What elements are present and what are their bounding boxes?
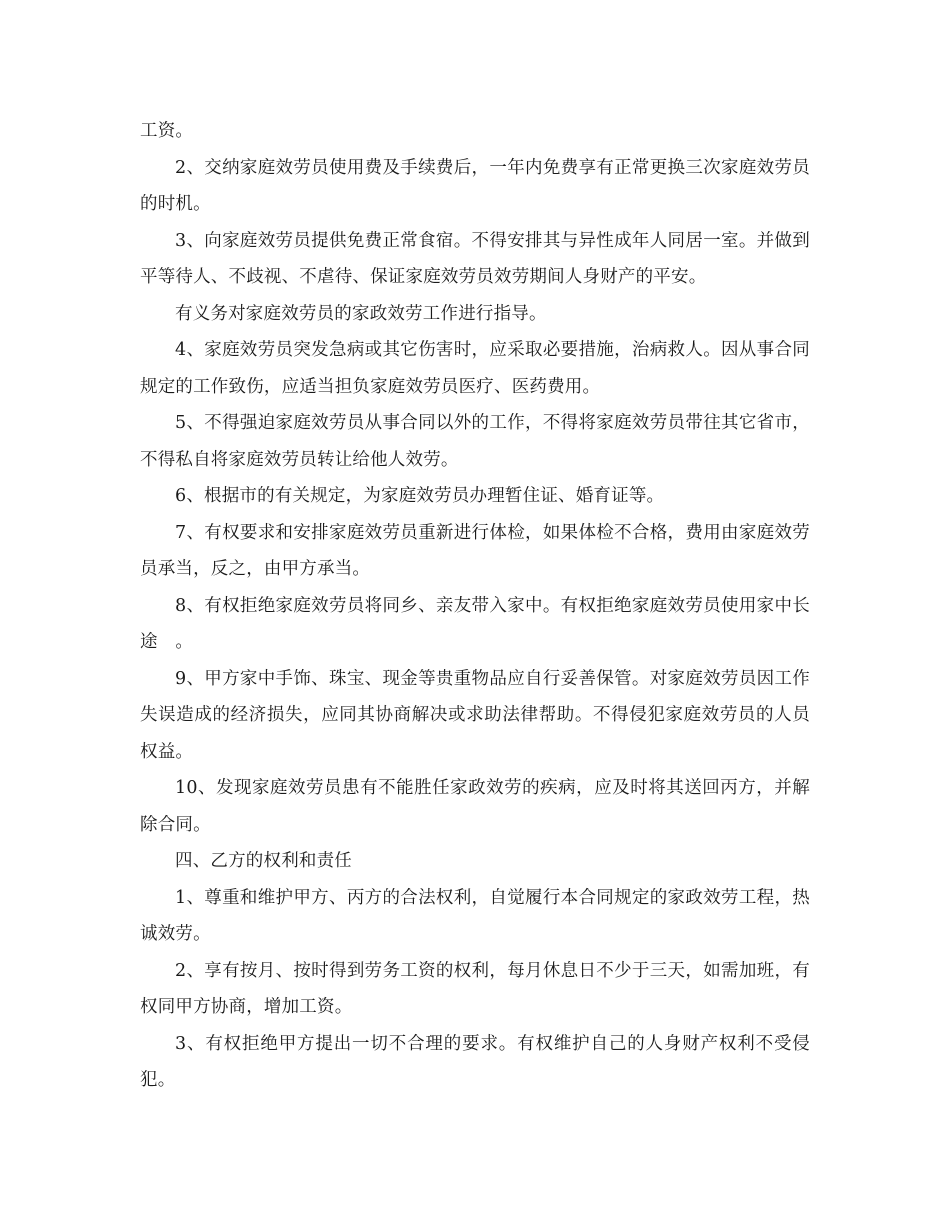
paragraph-b-item-1: 1、尊重和维护甲方、丙方的合法权利，自觉履行本合同规定的家政效劳工程，热诚效劳。 bbox=[140, 887, 810, 944]
paragraph-item-8: 8、有权拒绝家庭效劳员将同乡、亲友带入家中。有权拒绝家庭效劳员使用家中长途 。 bbox=[140, 595, 810, 652]
paragraph-item-2: 2、交纳家庭效劳员使用费及手续费后，一年内免费享有正常更换三次家庭效劳员的时机。 bbox=[140, 157, 810, 214]
paragraph-item-6: 6、根据市的有关规定，为家庭效劳员办理暂住证、婚育证等。 bbox=[175, 486, 665, 506]
paragraph-item-5: 5、不得强迫家庭效劳员从事合同以外的工作，不得将家庭效劳员带往其它省市，不得私自将家庭效劳员转让给他人效劳。 bbox=[140, 413, 810, 470]
paragraph-b-item-2: 2、享有按月、按时得到劳务工资的权利，每月休息日不少于三天，如需加班，有权同甲方协商，增加工资。 bbox=[140, 960, 810, 1017]
paragraph-guidance-duty: 有义务对家庭效劳员的家政效劳工作进行指导。 bbox=[175, 303, 547, 324]
paragraph-item-7: 7、有权要求和安排家庭效劳员重新进行体检，如果体检不合格，费用由家庭效劳员承当，反之，由甲方承当。 bbox=[140, 522, 810, 579]
paragraph-continuation: 工资。 bbox=[140, 121, 194, 141]
paragraph-item-9: 9、甲方家中手饰、珠宝、现金等贵重物品应自行妥善保管。对家庭效劳员因工作失误造成的经济损失，应同其协商解决或求助法律帮助。不得侵犯家庭效劳员的人员权益。 bbox=[140, 668, 810, 762]
paragraph-item-4: 4、家庭效劳员突发急病或其它伤害时，应采取必要措施，治病救人。因从事合同规定的工作致伤，应适当担负家庭效劳员医疗、医药费用。 bbox=[140, 340, 810, 397]
paragraph-item-3: 3、向家庭效劳员提供免费正常食宿。不得安排其与异性成年人同居一室。并做到平等待人、不歧视、不虐待、保证家庭效劳员效劳期间人身财产的平安。 bbox=[140, 230, 810, 287]
document-body bbox=[140, 113, 810, 1099]
section-heading-party-b: 四、乙方的权利和责任 bbox=[175, 851, 352, 871]
paragraph-item-10: 10、发现家庭效劳员患有不能胜任家政效劳的疾病，应及时将其送回丙方，并解除合同。 bbox=[140, 778, 810, 835]
paragraph-b-item-3: 3、有权拒绝甲方提出一切不合理的要求。有权维护自己的人身财产权利不受侵犯。 bbox=[140, 1033, 810, 1090]
